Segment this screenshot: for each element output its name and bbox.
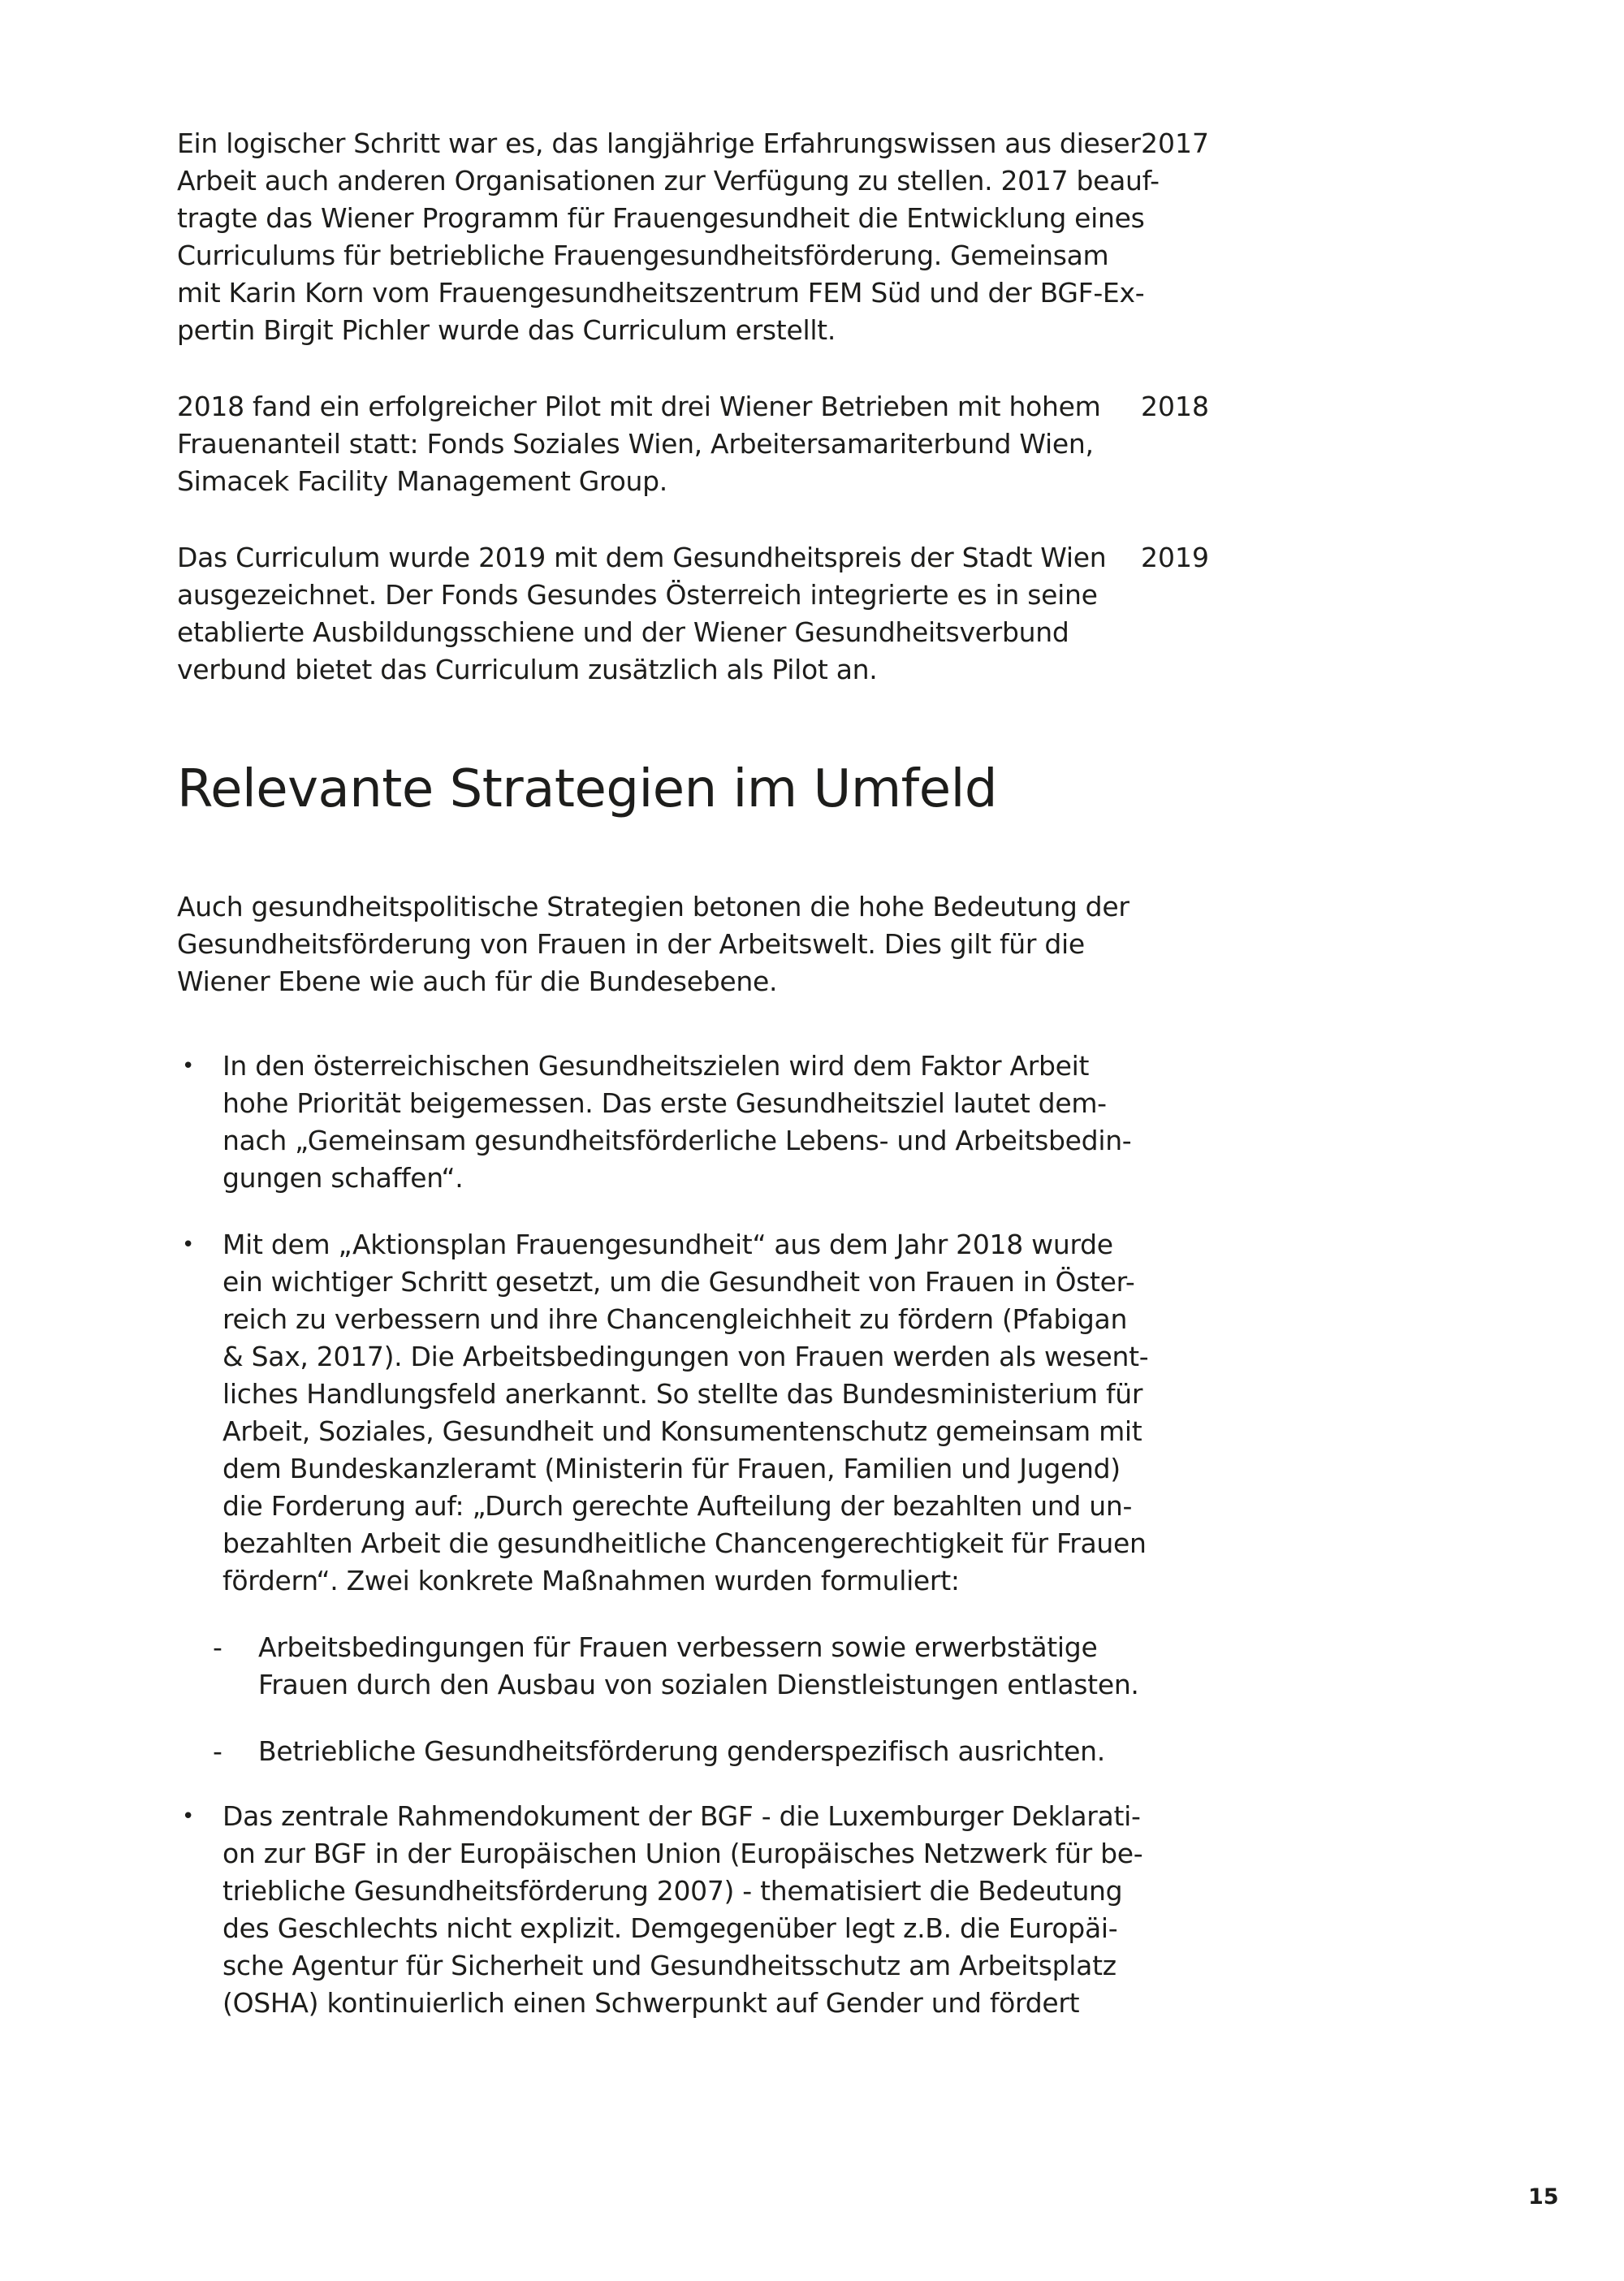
bullet-line: (OSHA) kontinuierlich einen Schwerpunkt auf Gender und fördert [222,1987,1080,2019]
bullet-line: nach „Gemeinsam gesundheitsförderliche Lebens- und Arbeitsbedin- [222,1125,1132,1156]
bullet-line: des Geschlechts nicht explizit. Demgegenüber legt z.B. die Europäi- [222,1912,1118,1944]
paragraph-line: verbund bietet das Curriculum zusätzlich als Pilot an. [177,654,878,685]
bullet-marker: • [182,1804,195,1829]
bullet-line: on zur BGF in der Europäischen Union (Europäisches Netzwerk für be- [222,1838,1143,1869]
bullet-line: Mit dem „Aktionsplan Frauengesundheit“ aus dem Jahr 2018 wurde [222,1229,1113,1260]
sub-item-line: Frauen durch den Ausbau von sozialen Dienstleistungen entlasten. [258,1669,1139,1700]
paragraph-line: Curriculums für betriebliche Frauengesundheitsförderung. Gemeinsam [177,240,1109,271]
paragraph-line: ausgezeichnet. Der Fonds Gesundes Österreich integrierte es in seine [177,579,1098,611]
sub-item-line: Betriebliche Gesundheitsförderung genderspezifisch ausrichten. [258,1735,1105,1767]
bullet-line: & Sax, 2017). Die Arbeitsbedingungen von Frauen werden als wesent- [222,1341,1149,1372]
paragraph-line: Auch gesundheitspolitische Strategien betonen die hohe Bedeutung der [177,891,1129,922]
year-label-2017: 2017 [1141,127,1209,159]
paragraph-line: Das Curriculum wurde 2019 mit dem Gesundheitspreis der Stadt Wien [177,542,1107,573]
paragraph-line: Arbeit auch anderen Organisationen zur Verfügung zu stellen. 2017 beauf- [177,165,1160,197]
bullet-line: bezahlten Arbeit die gesundheitliche Chancengerechtigkeit für Frauen [222,1527,1147,1559]
paragraph-line: Ein logischer Schritt war es, das langjährige Erfahrungswissen aus dieser [177,127,1141,159]
bullet-line: Das zentrale Rahmendokument der BGF - die Luxemburger Deklarati- [222,1800,1141,1832]
paragraph-line: etablierte Ausbildungsschiene und der Wiener Gesundheitsverbund [177,616,1069,648]
bullet-marker: • [182,1233,195,1257]
paragraph-line: Gesundheitsförderung von Frauen in der Arbeitswelt. Dies gilt für die [177,928,1085,960]
bullet-line: liches Handlungsfeld anerkannt. So stellte das Bundesministerium für [222,1378,1143,1410]
bullet-line: dem Bundeskanzleramt (Ministerin für Frauen, Familien und Jugend) [222,1453,1121,1484]
bullet-line: ein wichtiger Schritt gesetzt, um die Gesundheit von Frauen in Öster- [222,1266,1135,1298]
bullet-marker: • [182,1054,195,1078]
year-label-2018: 2018 [1141,391,1209,422]
bullet-line: Arbeit, Soziales, Gesundheit und Konsumentenschutz gemeinsam mit [222,1415,1142,1447]
bullet-line: gungen schaffen“. [222,1162,464,1194]
dash-marker: - [213,1631,222,1663]
year-label-2019: 2019 [1141,542,1209,573]
bullet-line: sche Agentur für Sicherheit und Gesundheitsschutz am Arbeitsplatz [222,1950,1116,1981]
bullet-line: hohe Priorität beigemessen. Das erste Gesundheitsziel lautet dem- [222,1087,1107,1119]
paragraph-line: Simacek Facility Management Group. [177,465,667,497]
paragraph-line: Wiener Ebene wie auch für die Bundesebene. [177,966,778,997]
bullet-line: triebliche Gesundheitsförderung 2007) - thematisiert die Bedeutung [222,1875,1123,1907]
paragraph-line: 2018 fand ein erfolgreicher Pilot mit drei Wiener Betrieben mit hohem [177,391,1101,422]
bullet-line: fördern“. Zwei konkrete Maßnahmen wurden formuliert: [222,1565,960,1596]
paragraph-line: mit Karin Korn vom Frauengesundheitszentrum FEM Süd und der BGF-Ex- [177,277,1145,309]
page-number: 15 [1528,2184,1559,2210]
paragraph-line: tragte das Wiener Programm für Frauengesundheit die Entwicklung eines [177,202,1145,234]
bullet-line: die Forderung auf: „Durch gerechte Aufteilung der bezahlten und un- [222,1490,1133,1522]
sub-item-line: Arbeitsbedingungen für Frauen verbessern sowie erwerbstätige [258,1631,1098,1663]
section-heading: Relevante Strategien im Umfeld [177,759,997,819]
paragraph-line: Frauenanteil statt: Fonds Soziales Wien, Arbeitersamariterbund Wien, [177,428,1094,460]
bullet-line: reich zu verbessern und ihre Chancengleichheit zu fördern (Pfabigan [222,1303,1128,1335]
paragraph-line: pertin Birgit Pichler wurde das Curriculum erstellt. [177,314,836,346]
bullet-line: In den österreichischen Gesundheitszielen wird dem Faktor Arbeit [222,1050,1090,1082]
dash-marker: - [213,1735,222,1767]
